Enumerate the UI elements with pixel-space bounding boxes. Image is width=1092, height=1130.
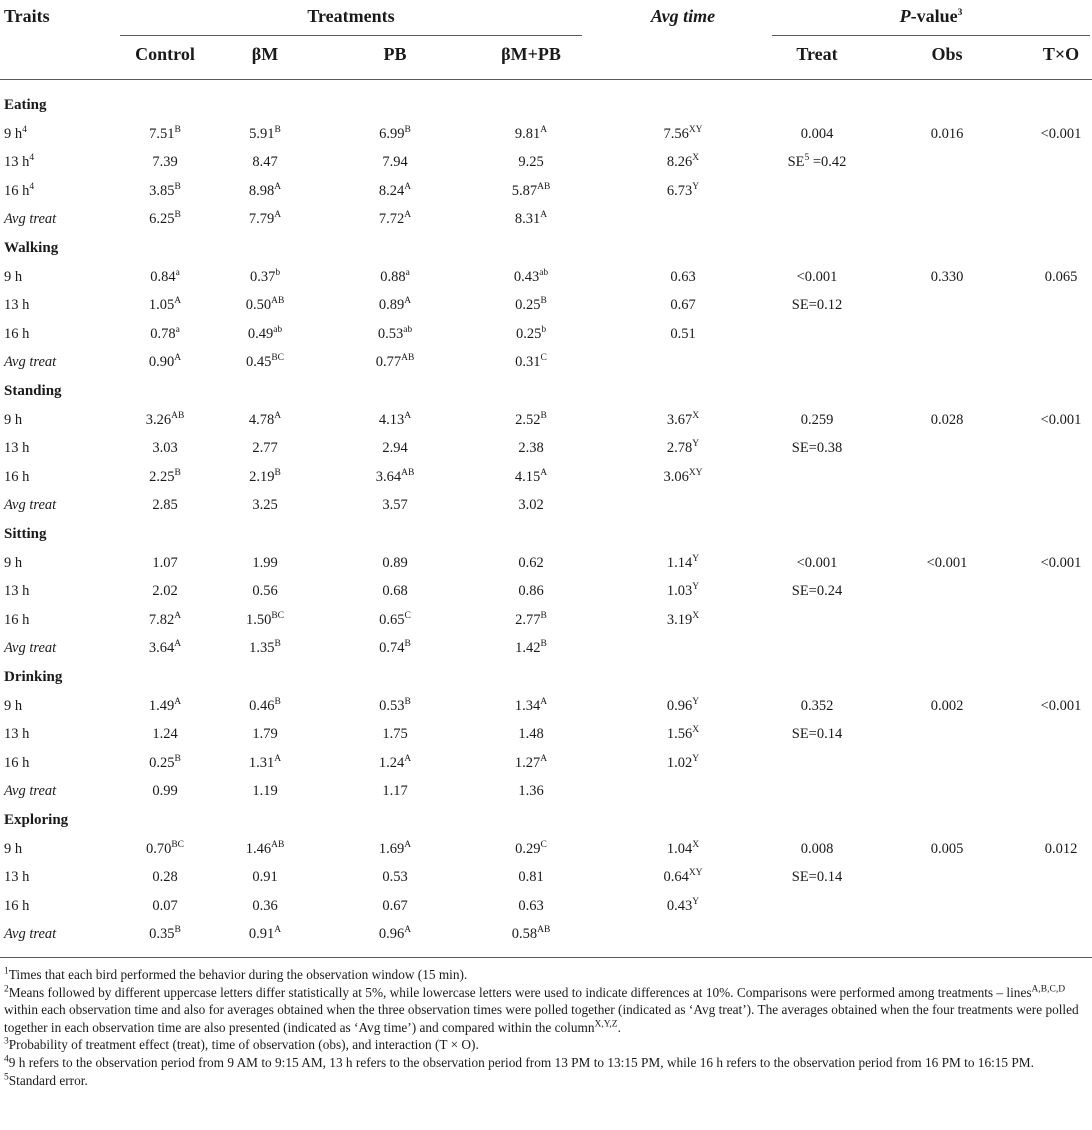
footnote-5: $^5$Standard error.	[4, 1072, 88, 1088]
value-cell: 2.77	[252, 440, 278, 457]
subheader-bm-pb: βM+PB	[501, 44, 561, 64]
subheader-obs: Obs	[931, 44, 963, 64]
row-label: Avg treat	[4, 640, 57, 657]
value-cell: 8.47	[252, 154, 278, 171]
row-label: Avg treat	[4, 783, 57, 800]
value-cell: 1.17	[382, 783, 408, 800]
table-row	[0, 749, 1092, 777]
header-avg-time: Avg time	[650, 6, 716, 26]
value-cell: 0.37$^b$	[249, 267, 281, 285]
table-row	[0, 120, 1092, 148]
footnote-1: $^1$Times that each bird performed the behavior during the observation window (15 min).	[4, 966, 468, 982]
value-cell: $9.81^A$	[514, 124, 548, 142]
txo-pvalue-cell: <0.001	[1040, 554, 1082, 571]
value-cell: 3.25	[252, 497, 278, 514]
value-cell: $1.24^A$	[378, 753, 412, 771]
avg-time-cell: $1.02^Y$	[666, 753, 700, 771]
avg-time-cell: $3.67^X$	[666, 410, 700, 428]
table-row	[0, 291, 1092, 319]
value-cell: 0.89	[382, 554, 408, 571]
table-row	[0, 634, 1092, 662]
treat-pvalue-cell: $SE^5 =0.42$	[787, 153, 847, 171]
value-cell: $7.79^A$	[248, 210, 282, 228]
footnotes	[4, 966, 1088, 1089]
row-label: 13 h	[4, 726, 30, 743]
footnote-2: $^2$Means followed by different uppercase letters differ statistically at 5%, while lowercase letters were used to indicate differences at 10%. Comparisons were performed among treatments – lines$^{A,B,C,D}$ within each observation time and also for averages obtained when the three observation times were polled together (indicated as ‘Avg treat’). The averages obtained when the four treatments were polled together in each observation time are also presented (indicated as ‘Avg time’) and compared within the column$^{X,Y,Z}$.	[4, 984, 1079, 1035]
subheader-pb: PB	[383, 44, 407, 64]
header-pvalue: P-value$^3$	[899, 6, 963, 26]
obs-pvalue-cell: 0.330	[930, 268, 964, 285]
value-cell: $1.27^A$	[514, 753, 548, 771]
footnote-3: $^3$Probability of treatment effect (treat), time of observation (obs), and interaction (T × O).	[4, 1036, 479, 1053]
avg-time-cell: 0.67	[670, 297, 696, 314]
table-row	[0, 434, 1092, 462]
row-label: 16 $h^4$	[4, 181, 35, 199]
value-cell: $2.25^B$	[149, 467, 181, 485]
group-name: Eating	[4, 97, 47, 113]
header-traits: Traits	[4, 6, 50, 26]
value-cell: $8.24^A$	[378, 181, 412, 199]
pvalue-underline	[772, 35, 1090, 36]
value-cell: $0.70^{BC}$	[145, 839, 185, 857]
footnote-4: $^4$9 h refers to the observation period from 9 AM to 9:15 AM, 13 h refers to the observation period from 13 PM to 13:15 PM, while 16 h refers to the observation period from 16 PM to 16:15 PM.	[4, 1054, 1034, 1070]
table-row	[0, 320, 1092, 348]
table-row	[0, 920, 1092, 948]
value-cell: 0.43$^{ab}$	[513, 267, 549, 285]
row-label: 9 h	[4, 697, 23, 714]
group-header-row	[0, 806, 1092, 834]
value-cell: $7.82^A$	[148, 610, 182, 628]
table-row	[0, 606, 1092, 634]
treat-pvalue-cell: 0.259	[800, 411, 834, 428]
table-row	[0, 177, 1092, 205]
value-cell: $3.85^B$	[149, 181, 181, 199]
value-cell: 1.75	[382, 726, 408, 743]
avg-time-cell: $0.96^Y$	[666, 696, 700, 714]
value-cell: $0.35^B$	[149, 925, 181, 943]
group-name: Walking	[4, 240, 59, 256]
treat-pvalue-cell: SE=0.14	[791, 869, 843, 886]
value-cell: $0.29^C$	[515, 839, 547, 857]
avg-time-cell: $0.43^Y$	[666, 896, 700, 914]
row-label: Avg treat	[4, 497, 57, 514]
value-cell: 0.56	[252, 583, 278, 600]
value-cell: $3.64^{AB}$	[375, 467, 415, 485]
group-name: Standing	[4, 383, 62, 399]
value-cell: 0.99	[152, 783, 178, 800]
txo-pvalue-cell: 0.012	[1044, 840, 1078, 857]
avg-time-cell: $1.56^X$	[666, 725, 700, 743]
value-cell: $0.96^A$	[378, 925, 412, 943]
row-label: 16 h	[4, 325, 30, 342]
value-cell: 1.48	[518, 726, 544, 743]
value-cell: $1.46^{AB}$	[245, 839, 285, 857]
group-header-row	[0, 663, 1092, 691]
avg-time-cell: $1.14^Y$	[666, 553, 700, 571]
value-cell: 0.07	[152, 897, 178, 914]
value-cell: $0.45^{BC}$	[245, 353, 285, 371]
group-header-row	[0, 234, 1092, 262]
row-label: 13 h	[4, 297, 30, 314]
value-cell: $2.77^B$	[515, 610, 547, 628]
value-cell: $0.25^B$	[515, 296, 547, 314]
avg-time-cell: $8.26^X$	[666, 153, 700, 171]
treat-pvalue-cell: <0.001	[796, 554, 838, 571]
value-cell: 1.79	[252, 726, 278, 743]
row-label: 16 h	[4, 611, 30, 628]
obs-pvalue-cell: 0.002	[930, 697, 964, 714]
value-cell: $1.42^B$	[515, 639, 547, 657]
row-label: 16 h	[4, 754, 30, 771]
value-cell: $1.50^{BC}$	[245, 610, 285, 628]
table-row	[0, 863, 1092, 891]
value-cell: $0.91^A$	[248, 925, 282, 943]
value-cell: $2.19^B$	[249, 467, 281, 485]
value-cell: 0.84$^a$	[150, 267, 180, 285]
value-cell: $0.53^B$	[379, 696, 411, 714]
value-cell: $1.49^A$	[148, 696, 182, 714]
avg-time-cell: $3.19^X$	[666, 610, 700, 628]
value-cell: $0.50^{AB}$	[245, 296, 285, 314]
row-label: 9 $h^4$	[4, 124, 27, 142]
table-row	[0, 720, 1092, 748]
value-cell: 0.53$^{ab}$	[377, 324, 413, 342]
value-cell: $0.58^{AB}$	[511, 925, 551, 943]
value-cell: 0.28	[152, 869, 178, 886]
value-cell: 9.25	[518, 154, 544, 171]
value-cell: $1.05^A$	[148, 296, 182, 314]
value-cell: $7.51^B$	[149, 124, 181, 142]
obs-pvalue-cell: 0.005	[930, 840, 964, 857]
value-cell: 7.94	[382, 154, 408, 171]
subheader-txo: T×O	[1042, 44, 1080, 64]
value-cell: $0.77^{AB}$	[375, 353, 415, 371]
value-cell: $4.78^A$	[248, 410, 282, 428]
value-cell: 0.78$^a$	[150, 324, 180, 342]
row-label: 13 h	[4, 583, 30, 600]
value-cell: $8.98^A$	[248, 181, 282, 199]
value-cell: $1.34^A$	[514, 696, 548, 714]
group-name: Exploring	[4, 812, 69, 828]
value-cell: 2.02	[152, 583, 178, 600]
value-cell: 2.94	[382, 440, 408, 457]
table-row	[0, 148, 1092, 176]
table-row	[0, 205, 1092, 233]
value-cell: 3.03	[152, 440, 178, 457]
value-cell: $0.25^B$	[149, 753, 181, 771]
txo-pvalue-cell: <0.001	[1040, 125, 1082, 142]
row-label: Avg treat	[4, 211, 57, 228]
avg-time-cell: $2.78^Y$	[666, 439, 700, 457]
group-header-row	[0, 91, 1092, 119]
table-row	[0, 406, 1092, 434]
value-cell: $3.64^A$	[148, 639, 182, 657]
table-row	[0, 692, 1092, 720]
value-cell: $0.89^A$	[378, 296, 412, 314]
value-cell: $1.69^A$	[378, 839, 412, 857]
value-cell: 0.81	[518, 869, 544, 886]
value-cell: $0.65^C$	[379, 610, 411, 628]
treat-pvalue-cell: SE=0.14	[791, 726, 843, 743]
row-label: 13 $h^4$	[4, 153, 35, 171]
value-cell: $0.31^C$	[515, 353, 547, 371]
avg-time-cell: 0.51	[670, 325, 696, 342]
value-cell: $3.26^{AB}$	[145, 410, 185, 428]
value-cell: $4.13^A$	[378, 410, 412, 428]
value-cell: 1.24	[152, 726, 178, 743]
table-row	[0, 892, 1092, 920]
value-cell: 0.91	[252, 869, 278, 886]
table-row	[0, 777, 1092, 805]
header-treatments: Treatments	[307, 6, 395, 26]
value-cell: 1.36	[518, 783, 544, 800]
header-rule	[0, 79, 1092, 80]
table-row	[0, 263, 1092, 291]
value-cell: $6.99^B$	[379, 124, 411, 142]
bottom-rule	[0, 957, 1092, 958]
value-cell: $0.74^B$	[379, 639, 411, 657]
group-name: Sitting	[4, 526, 47, 542]
treat-pvalue-cell: SE=0.38	[791, 440, 843, 457]
avg-time-cell: $6.73^Y$	[666, 181, 700, 199]
value-cell: 0.63	[518, 897, 544, 914]
table-row	[0, 463, 1092, 491]
row-label: Avg treat	[4, 354, 57, 371]
value-cell: $5.87^{AB}$	[511, 181, 551, 199]
value-cell: $8.31^A$	[514, 210, 548, 228]
value-cell: 7.39	[152, 154, 178, 171]
group-name: Drinking	[4, 669, 63, 685]
subheader-control: Control	[135, 44, 195, 64]
group-header-row	[0, 377, 1092, 405]
row-label: 9 h	[4, 268, 23, 285]
row-label: 9 h	[4, 411, 23, 428]
treat-pvalue-cell: SE=0.12	[791, 297, 843, 314]
value-cell: $1.31^A$	[248, 753, 282, 771]
obs-pvalue-cell: 0.028	[930, 411, 964, 428]
avg-time-cell: $1.03^Y$	[666, 582, 700, 600]
value-cell: 0.88$^a$	[380, 267, 410, 285]
subheader-bm: βM	[251, 44, 279, 64]
value-cell: 0.53	[382, 869, 408, 886]
value-cell: 0.68	[382, 583, 408, 600]
row-label: 9 h	[4, 554, 23, 571]
value-cell: 1.99	[252, 554, 278, 571]
row-label: 16 h	[4, 468, 30, 485]
avg-time-cell: 0.63	[670, 268, 696, 285]
obs-pvalue-cell: 0.016	[930, 125, 964, 142]
value-cell: $0.46^B$	[249, 696, 281, 714]
table-row	[0, 491, 1092, 519]
avg-time-cell: $1.04^X$	[666, 839, 700, 857]
txo-pvalue-cell: <0.001	[1040, 697, 1082, 714]
row-label: 16 h	[4, 897, 30, 914]
value-cell: 0.25$^b$	[515, 324, 547, 342]
table-row	[0, 835, 1092, 863]
value-cell: $2.52^B$	[515, 410, 547, 428]
treatments-underline	[120, 35, 582, 36]
treat-pvalue-cell: SE=0.24	[791, 583, 843, 600]
value-cell: 2.38	[518, 440, 544, 457]
value-cell: $7.72^A$	[378, 210, 412, 228]
txo-pvalue-cell: <0.001	[1040, 411, 1082, 428]
value-cell: 1.19	[252, 783, 278, 800]
txo-pvalue-cell: 0.065	[1044, 268, 1078, 285]
value-cell: $0.90^A$	[148, 353, 182, 371]
treat-pvalue-cell: 0.352	[800, 697, 834, 714]
row-label: 13 h	[4, 440, 30, 457]
avg-time-cell: $0.64^{XY}$	[663, 868, 703, 886]
value-cell: 0.36	[252, 897, 278, 914]
subheader-treat: Treat	[796, 44, 838, 64]
value-cell: $5.91^B$	[249, 124, 281, 142]
row-label: Avg treat	[4, 926, 57, 943]
value-cell: 1.07	[152, 554, 178, 571]
row-label: 13 h	[4, 869, 30, 886]
table-row	[0, 549, 1092, 577]
value-cell: 2.85	[152, 497, 178, 514]
treat-pvalue-cell: 0.008	[800, 840, 834, 857]
table-row	[0, 577, 1092, 605]
value-cell: $4.15^A$	[514, 467, 548, 485]
avg-time-cell: $7.56^{XY}$	[663, 124, 703, 142]
value-cell: $1.35^B$	[249, 639, 281, 657]
avg-time-cell: $3.06^{XY}$	[663, 467, 703, 485]
treat-pvalue-cell: <0.001	[796, 268, 838, 285]
table-row	[0, 348, 1092, 376]
value-cell: 3.57	[382, 497, 408, 514]
obs-pvalue-cell: <0.001	[926, 554, 968, 571]
group-header-row	[0, 520, 1092, 548]
row-label: 9 h	[4, 840, 23, 857]
value-cell: 0.86	[518, 583, 544, 600]
treat-pvalue-cell: 0.004	[800, 125, 834, 142]
value-cell: 3.02	[518, 497, 544, 514]
value-cell: $6.25^B$	[149, 210, 181, 228]
value-cell: 0.67	[382, 897, 408, 914]
value-cell: 0.49$^{ab}$	[247, 324, 283, 342]
value-cell: 0.62	[518, 554, 544, 571]
